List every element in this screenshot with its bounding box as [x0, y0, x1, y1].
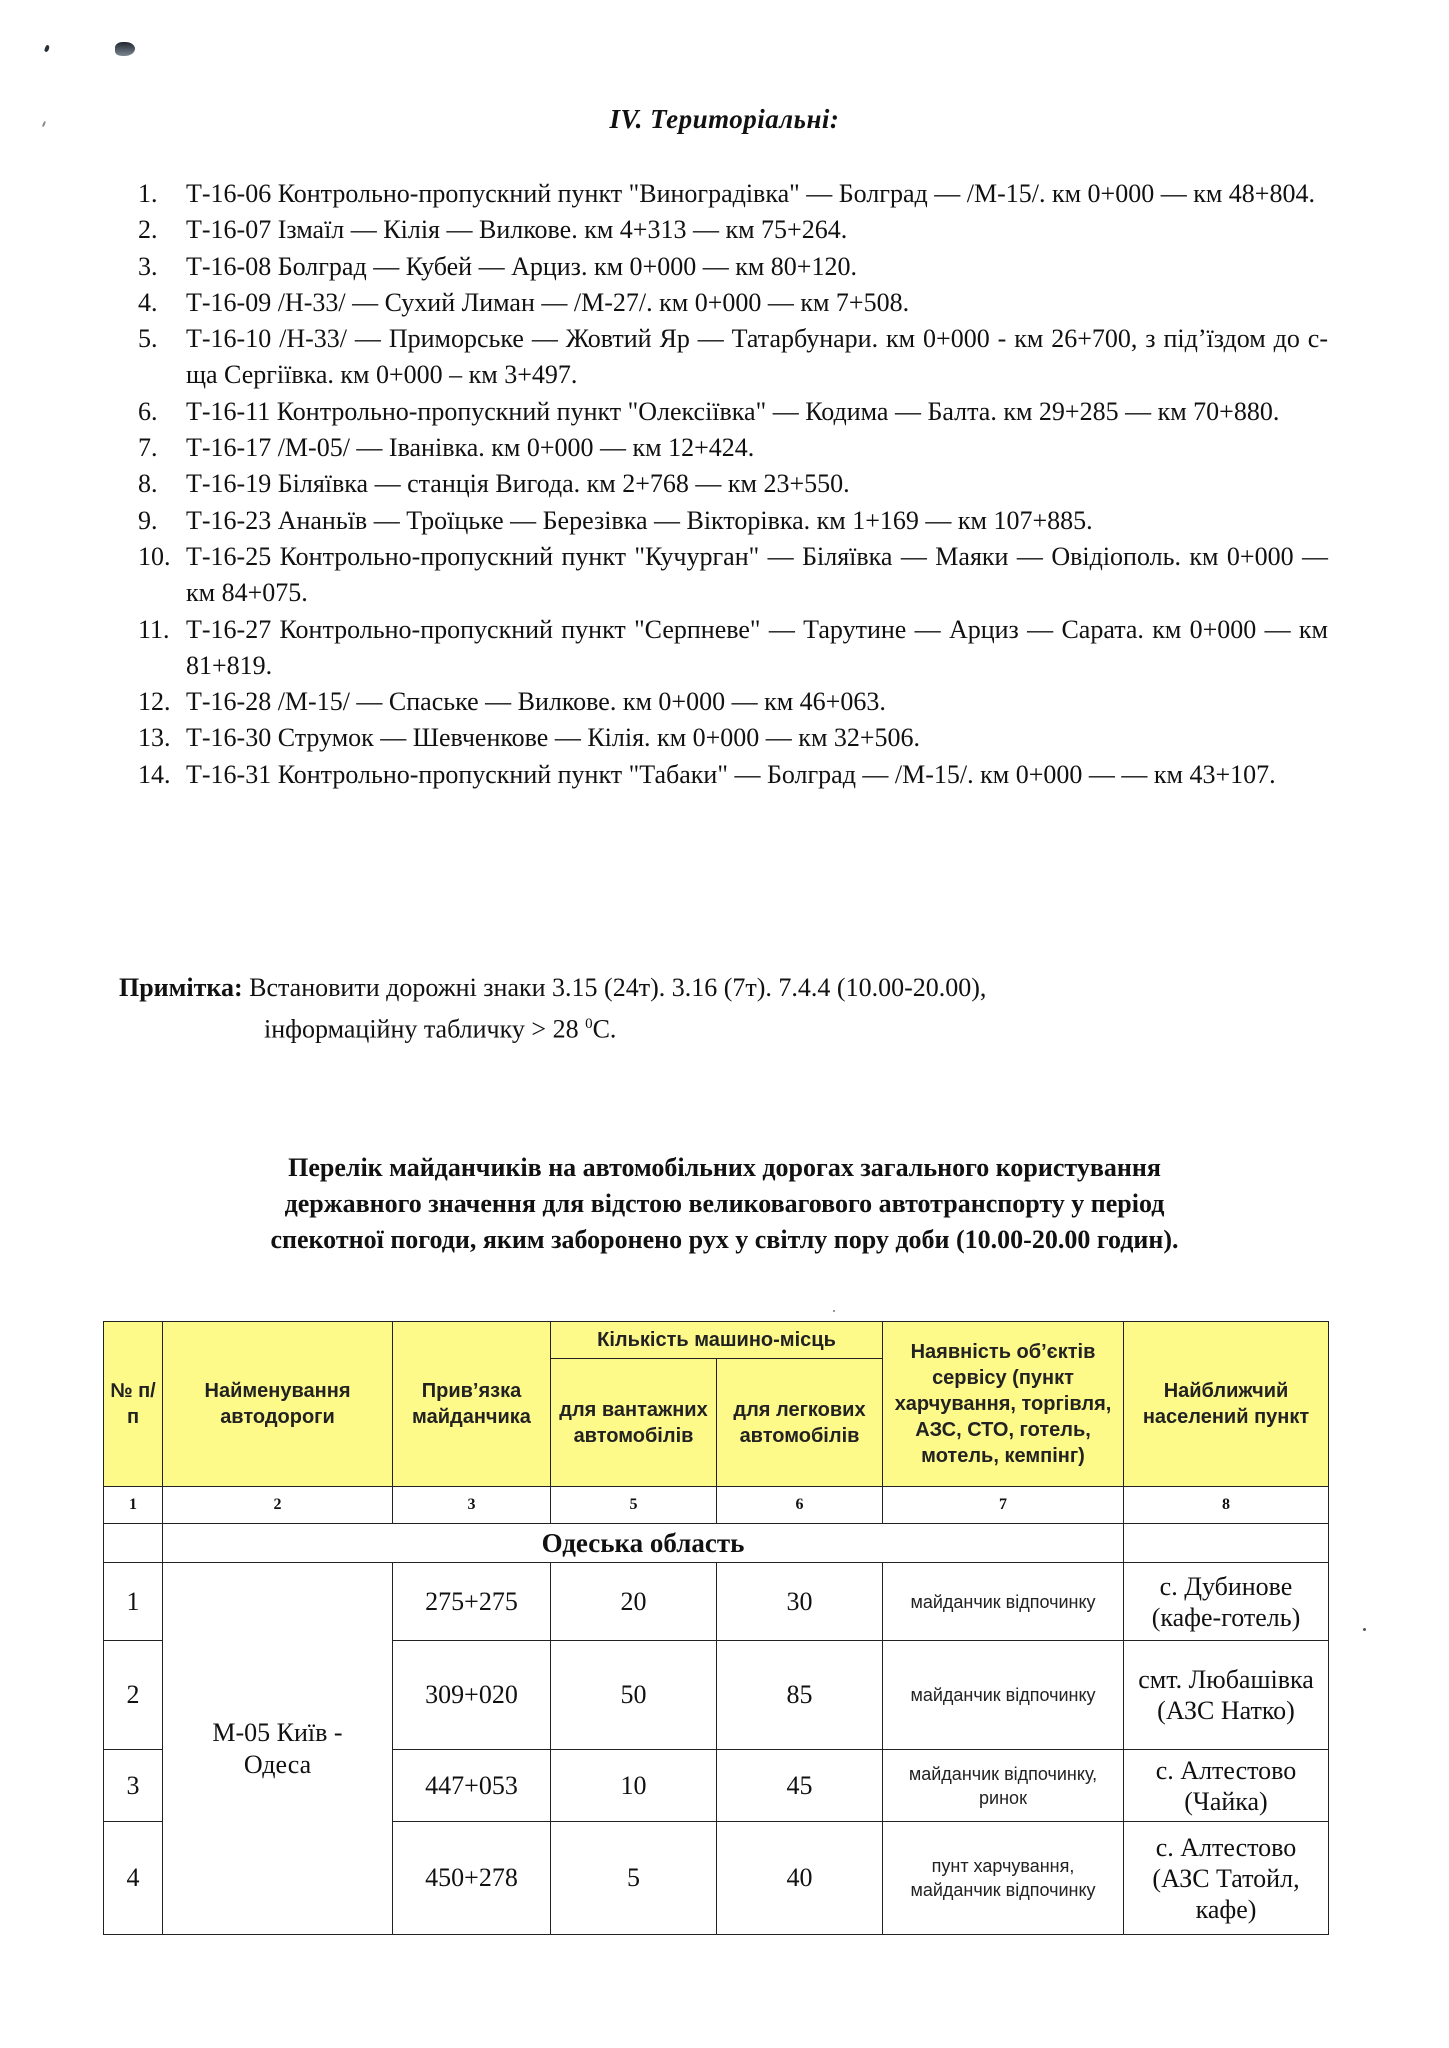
- note-line-2-unit: С.: [592, 1014, 617, 1044]
- region-name: Одеська область: [163, 1524, 1124, 1563]
- road-item-text: Т-16-30 Струмок — Шевченкове — Кілія. км 0+000 — км 32+506.: [186, 723, 921, 753]
- degree-superscript: 0: [585, 1016, 593, 1032]
- section-title: IV. Територіальні:: [609, 104, 840, 134]
- header-settlement: Найближчий населений пункт: [1124, 1322, 1329, 1487]
- road-item-number: 6.: [138, 396, 158, 426]
- location-cell: 447+053: [393, 1750, 551, 1822]
- settlement-cell: с. Дубинове (кафе-готель): [1124, 1563, 1329, 1641]
- column-number: 7: [883, 1487, 1124, 1524]
- service-cell: майданчик відпочинку, ринок: [883, 1750, 1124, 1822]
- column-number: 8: [1124, 1487, 1329, 1524]
- road-item-number: 9.: [138, 505, 158, 535]
- cars-cell: 40: [717, 1822, 883, 1935]
- road-item: [138, 394, 1328, 430]
- trucks-cell: 5: [551, 1822, 717, 1935]
- road-item: [138, 757, 1328, 793]
- road-item-text: Т-16-28 /М-15/ — Спаське — Вилкове. км 0+000 — км 46+063.: [186, 687, 886, 717]
- road-item-text: Т-16-25 Контрольно-пропускний пункт "Кучурган" — Біляївка — Маяки — Овідіополь. км 0+000 — км 84+075.: [186, 541, 1328, 608]
- cars-cell: 45: [717, 1750, 883, 1822]
- parking-list-title-line: державного значення для відстою великовагового автотранспорту у період: [284, 1189, 1165, 1218]
- road-item-text: Т-16-31 Контрольно-пропускний пункт "Табаки" — Болград — /М-15/. км 0+000 — — км 43+107.: [186, 759, 1276, 789]
- header-location: Прив’язка майданчика: [393, 1322, 551, 1487]
- road-item-number: 7.: [138, 433, 158, 463]
- row-num: 3: [104, 1750, 163, 1822]
- location-cell: 309+020: [393, 1641, 551, 1750]
- road-item-text: Т-16-09 /Н-33/ — Сухий Лиман — /М-27/. км 0+000 — км 7+508.: [186, 287, 910, 317]
- scan-speck: [833, 1310, 835, 1312]
- region-num-cell: [104, 1524, 163, 1563]
- road-name-cell: М-05 Київ - Одеса: [163, 1563, 393, 1935]
- location-cell: 275+275: [393, 1563, 551, 1641]
- cars-cell: 30: [717, 1563, 883, 1641]
- road-item: [138, 539, 1328, 612]
- region-row: [104, 1524, 1329, 1563]
- road-item-text: Т-16-19 Біляївка — станція Вигода. км 2+768 — км 23+550.: [186, 469, 850, 499]
- road-item-number: 3.: [138, 251, 158, 281]
- row-num: 2: [104, 1641, 163, 1750]
- trucks-cell: 50: [551, 1641, 717, 1750]
- road-item: [138, 212, 1328, 248]
- parking-list-title-line: спекотної погоди, яким заборонено рух у світлу пору доби (10.00-20.00 годин).: [270, 1225, 1179, 1254]
- row-num: 4: [104, 1822, 163, 1935]
- table-row: [104, 1563, 1329, 1641]
- region-empty-cell: [1124, 1524, 1329, 1563]
- road-item-number: 1.: [138, 179, 158, 208]
- road-item-text: Т-16-27 Контрольно-пропускний пункт "Серпневе" — Тарутине — Арциз — Сарата. км 0+000 — км 81+819.: [186, 614, 1328, 680]
- road-item-number: 10.: [138, 541, 171, 571]
- road-item: [138, 684, 1328, 720]
- road-item-text: Т-16-23 Ананьїв — Троїцьке — Березівка — Вікторівка. км 1+169 — км 107+885.: [186, 505, 1093, 535]
- settlement-cell: смт. Любашівка (АЗС Натко): [1124, 1641, 1329, 1750]
- column-number-row: [104, 1487, 1329, 1524]
- note-line-2: [119, 1006, 986, 1048]
- note-line-2-text: інформаційну табличку > 28: [264, 1014, 586, 1044]
- road-item-text: Т-16-07 Ізмаїл — Кілія — Вилкове. км 4+313 — км 75+264.: [186, 215, 848, 245]
- road-item-number: 5.: [138, 324, 158, 354]
- road-item-text: Т-16-08 Болград — Кубей — Арциз. км 0+000 — км 80+120.: [186, 251, 857, 281]
- road-item-number: 14.: [138, 759, 171, 789]
- road-item: [138, 249, 1328, 285]
- road-item: [138, 285, 1328, 321]
- road-item-text: Т-16-10 /Н-33/ — Приморське — Жовтий Яр — Татарбунари. км 0+000 - км 26+700, з під’їздом до с-ща Сергіївка. км 0+000 – км 3+497.: [186, 324, 1328, 390]
- column-number: 1: [104, 1487, 163, 1524]
- scan-speck: [1363, 1628, 1366, 1631]
- note-label: Примітка:: [119, 973, 243, 1002]
- parking-areas-table: [103, 1321, 1329, 1935]
- road-item: [138, 466, 1328, 502]
- service-cell: майданчик відпочинку: [883, 1563, 1124, 1641]
- column-number: 3: [393, 1487, 551, 1524]
- service-cell: майданчик відпочинку: [883, 1641, 1124, 1750]
- parking-list-title: [0, 1150, 1449, 1258]
- scan-speck: [115, 42, 135, 56]
- settlement-cell: с. Алтестово (АЗС Татойл, кафе): [1124, 1822, 1329, 1935]
- territorial-roads-list: [138, 176, 1328, 793]
- road-item: [138, 430, 1328, 466]
- road-item-text: Т-16-17 /М-05/ — Іванівка. км 0+000 — км 12+424.: [186, 433, 755, 463]
- cars-cell: 85: [717, 1641, 883, 1750]
- header-service: Наявність об’єктів сервісу (пункт харчування, торгівля, АЗС, СТО, готель, мотель, кемпінг): [883, 1322, 1124, 1487]
- road-item: [138, 612, 1328, 685]
- road-item-text: Т-16-06 Контрольно-пропускний пункт "Виноградівка" — Болград — /М-15/. км 0+000 — км 48+804.: [186, 179, 1315, 208]
- road-item-number: 4.: [138, 287, 158, 317]
- row-num: 1: [104, 1563, 163, 1641]
- road-item: [138, 503, 1328, 539]
- service-cell: пунт харчування, майданчик відпочинку: [883, 1822, 1124, 1935]
- column-number: 5: [551, 1487, 717, 1524]
- location-cell: 450+278: [393, 1822, 551, 1935]
- note-block: [119, 970, 986, 1048]
- trucks-cell: 20: [551, 1563, 717, 1641]
- road-item-number: 12.: [138, 687, 171, 717]
- road-item: [138, 321, 1328, 394]
- column-number: 6: [717, 1487, 883, 1524]
- road-item-number: 8.: [138, 469, 158, 499]
- settlement-cell: с. Алтестово (Чайка): [1124, 1750, 1329, 1822]
- column-number: 2: [163, 1487, 393, 1524]
- trucks-cell: 10: [551, 1750, 717, 1822]
- road-item-number: 13.: [138, 723, 171, 753]
- header-parking-spaces: Кількість машино-місць: [551, 1322, 883, 1359]
- header-road-name: Найменування автодороги: [163, 1322, 393, 1487]
- parking-list-title-line: Перелік майданчиків на автомобільних дорогах загального користування: [288, 1153, 1161, 1182]
- scan-speck: [44, 45, 50, 53]
- header-cars: для легкових автомобілів: [717, 1359, 883, 1487]
- road-item: [138, 176, 1328, 212]
- header-num: № п/п: [104, 1322, 163, 1487]
- header-trucks: для вантажних автомобілів: [551, 1359, 717, 1487]
- road-item-text: Т-16-11 Контрольно-пропускний пункт "Олексіївка" — Кодима — Балта. км 29+285 — км 70+880.: [186, 396, 1280, 426]
- road-item: [138, 720, 1328, 756]
- note-line-1: Встановити дорожні знаки 3.15 (24т). 3.16 (7т). 7.4.4 (10.00-20.00),: [242, 973, 987, 1002]
- road-item-number: 11.: [138, 614, 170, 644]
- road-item-number: 2.: [138, 215, 158, 245]
